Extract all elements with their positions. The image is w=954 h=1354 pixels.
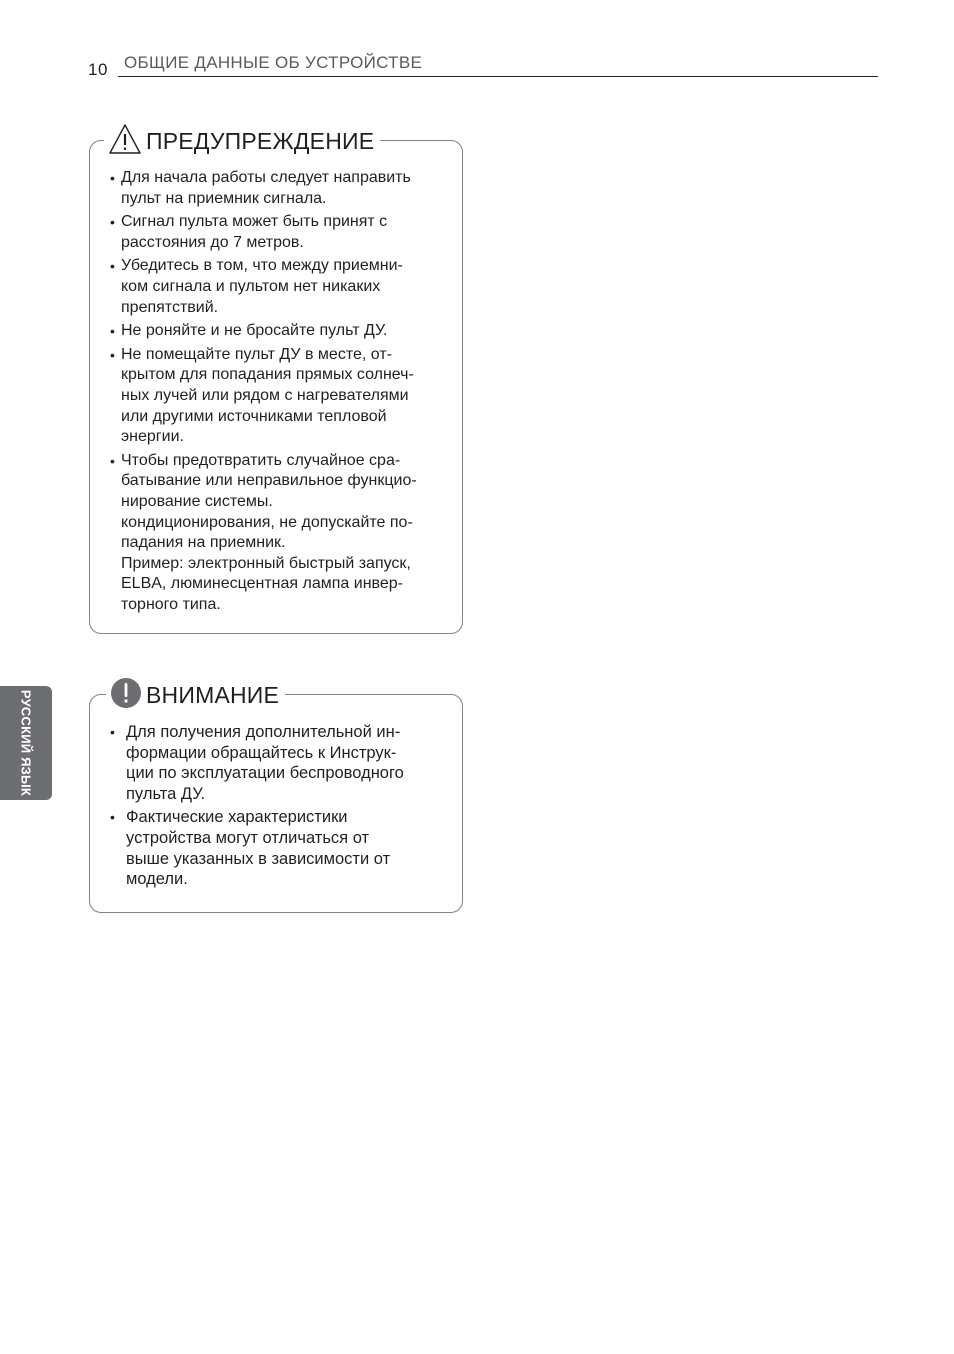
list-item-line: или другими источниками тепловой <box>121 407 387 425</box>
list-item-line: • Для начала работы следует направить <box>121 169 411 186</box>
list-item <box>110 256 455 318</box>
warning-triangle-icon <box>108 123 142 160</box>
list-item-line: формации обращайтесь к Инструк- <box>126 743 397 762</box>
language-tab-label: РУССКИЙ ЯЗЫК <box>18 689 34 797</box>
list-item-line: • Не помещайте пульт ДУ в месте, от- <box>121 345 392 363</box>
list-item-line: • Сигнал пульта может быть принят с <box>121 213 388 231</box>
list-item-line: • Фактические характеристики <box>126 808 348 827</box>
caution-title: ВНИМАНИЕ <box>146 681 280 708</box>
list-item-line: расстояния до 7 метров. <box>121 233 304 251</box>
header-divider <box>118 76 878 77</box>
list-item-line: кондиционирования, не допускайте по- <box>121 513 413 531</box>
list-item <box>110 451 455 616</box>
list-item-line: препятствий. <box>121 298 219 316</box>
caution-box <box>89 681 463 913</box>
list-item <box>110 321 455 342</box>
list-item-line: батывание или неправильное функцио- <box>121 472 417 490</box>
warning-box <box>89 127 463 634</box>
list-item-line: торного типа. <box>121 595 221 613</box>
list-item <box>110 807 455 889</box>
list-item-line: ком сигнала и пультом нет никаких <box>121 277 381 295</box>
list-item-line: • Чтобы предотвратить случайное сра- <box>121 451 401 469</box>
page-number: 10 <box>88 60 108 79</box>
list-item-line: • Убедитесь в том, что между приемни- <box>121 257 403 275</box>
list-item-line: падания на приемник. <box>121 534 286 552</box>
list-item-line: ELBA, люминесцентная лампа инвер- <box>121 575 403 593</box>
caution-list <box>110 722 455 893</box>
section-title: ОБЩИЕ ДАННЫЕ ОБ УСТРОЙСТВЕ <box>124 53 423 72</box>
warning-header <box>104 124 380 158</box>
list-item <box>110 345 455 448</box>
list-item-line: крытом для попадания прямых солнеч- <box>121 366 414 384</box>
caution-header <box>106 678 285 712</box>
list-item-line: устройства могут отличаться от <box>126 828 370 847</box>
list-item-line: выше указанных в зависимости от <box>126 849 391 868</box>
list-item-line: пульта ДУ. <box>126 784 206 803</box>
list-item-line: нирование системы. <box>121 492 273 510</box>
language-side-tab <box>0 686 52 800</box>
list-item-line: ных лучей или рядом с нагревателями <box>121 386 409 404</box>
list-item-line: • Для получения дополнительной ин- <box>126 723 401 741</box>
list-item <box>110 722 455 804</box>
list-item <box>110 168 455 209</box>
exclamation-circle-icon <box>110 677 142 714</box>
list-item-line: пульт на приемник сигнала. <box>121 189 327 207</box>
list-item-line: • Не роняйте и не бросайте пульт ДУ. <box>121 322 388 340</box>
list-item-line: энергии. <box>121 428 184 446</box>
warning-title: ПРЕДУПРЕЖДЕНИЕ <box>146 127 375 154</box>
list-item <box>110 212 455 253</box>
warning-list <box>110 168 455 618</box>
list-item-line: Пример: электронный быстрый запуск, <box>121 554 411 572</box>
list-item-line: ции по эксплуатации беспроводного <box>126 764 404 783</box>
list-item-line: модели. <box>126 870 188 889</box>
